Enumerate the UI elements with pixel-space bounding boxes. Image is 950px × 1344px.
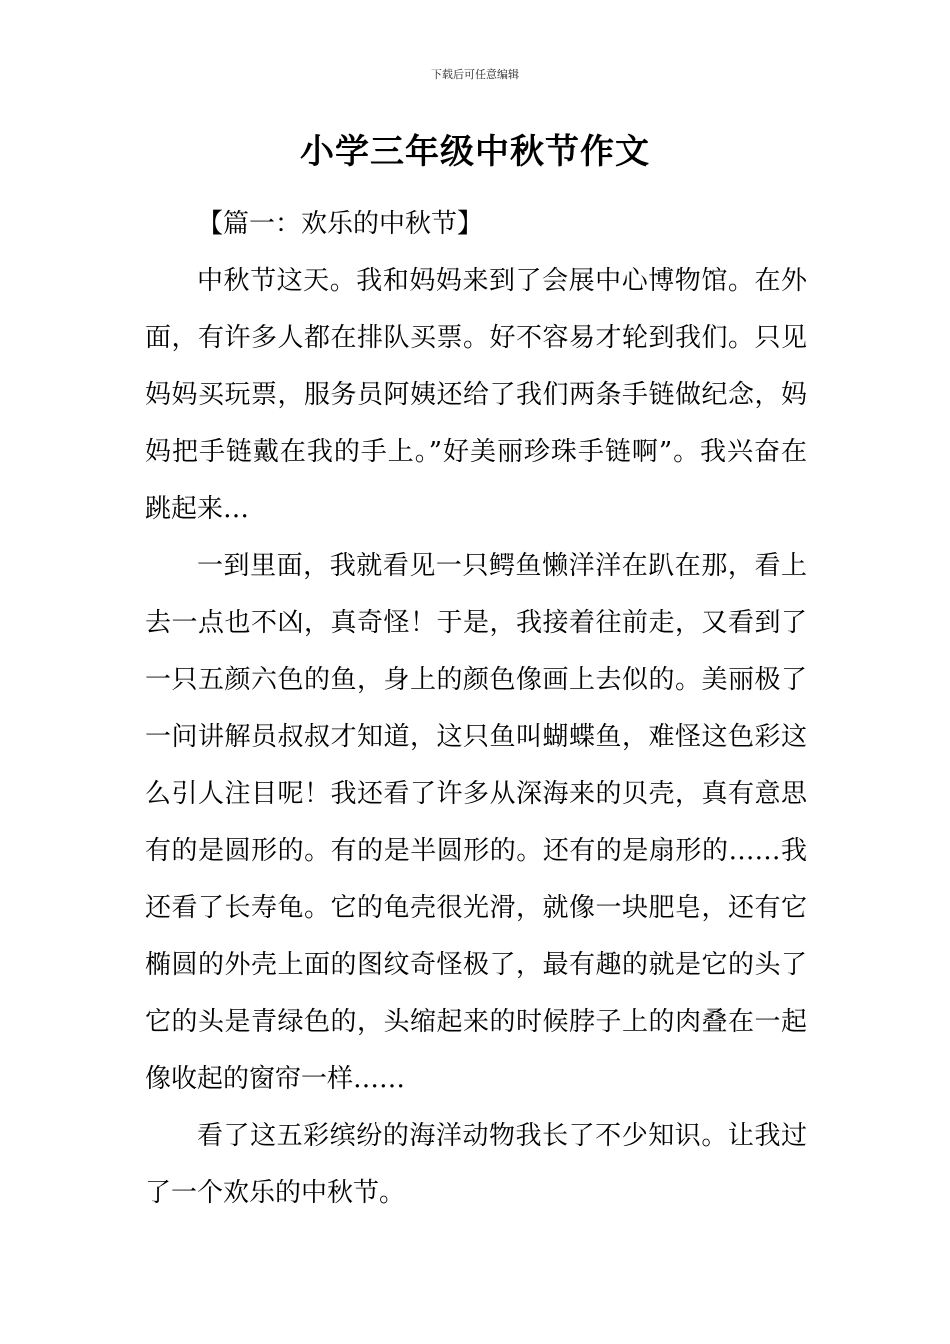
header-note: 下载后可任意编辑	[431, 68, 519, 81]
paragraph-3: 看了这五彩缤纷的海洋动物我长了不少知识。让我过了一个欢乐的中秋节。	[145, 1121, 807, 1208]
page-title: 小学三年级中秋节作文	[300, 132, 650, 172]
paragraph-2: 一到里面，我就看见一只鳄鱼懒洋洋在趴在那，看上去一点也不凶，真奇怪！于是，我接着往前走，又看到了一只五颜六色的鱼，身上的颜色像画上去似的。美丽极了一问讲解员叔叔才知道，这只鱼叫蝴蝶鱼，难怪这色彩这么引人注目呢！我还看了许多从深海来的贝壳，真有意思有的是圆形的。有的是半圆形的。还有的是扇形的……我还看了长寿龟。它的龟壳很光滑，就像一块肥皂，还有它椭圆的外壳上面的图纹奇怪极了，最有趣的就是它的头了它的头是青绿色的，头缩起来的时候脖子上的肉叠在一起像收起的窗帘一样……	[145, 551, 807, 1094]
paragraph-1: 中秋节这天。我和妈妈来到了会展中心博物馆。在外面，有许多人都在排队买票。好不容易才轮到我们。只见妈妈买玩票，服务员阿姨还给了我们两条手链做纪念，妈妈把手链戴在我的手上。”好美丽珍珠手链啊”。我兴奋在跳起来…	[145, 266, 807, 524]
section-title: 【篇一：欢乐的中秋节】	[197, 209, 484, 239]
document-body	[145, 196, 807, 1222]
